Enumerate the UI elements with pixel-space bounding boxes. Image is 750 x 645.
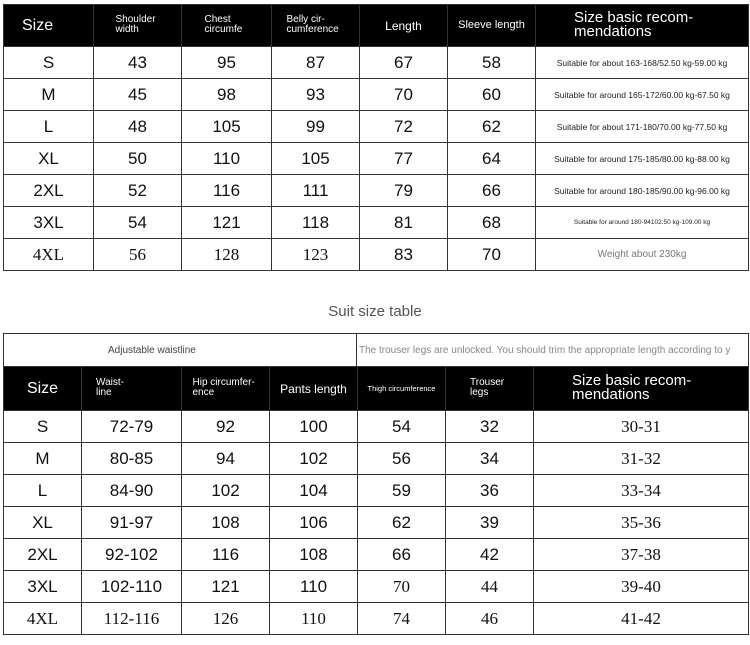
belly-cell: 123 bbox=[272, 239, 360, 271]
pants-cell: 104 bbox=[270, 475, 358, 507]
chest-cell: 95 bbox=[182, 47, 272, 79]
size-cell: 4XL bbox=[4, 239, 94, 271]
thigh-cell: 62 bbox=[358, 507, 446, 539]
pants-cell: 100 bbox=[270, 411, 358, 443]
waist-cell: 92-102 bbox=[82, 539, 182, 571]
recommend-cell: Weight about 230kg bbox=[536, 239, 749, 271]
size-cell: S bbox=[4, 47, 94, 79]
length-cell: 81 bbox=[360, 207, 448, 239]
header-recommend: Size basic recom-mendations bbox=[536, 5, 749, 47]
info-row-table bbox=[3, 333, 749, 367]
bottom-row bbox=[4, 411, 749, 443]
header-hip: Hip circumfer-ence bbox=[182, 367, 270, 411]
chest-cell: 98 bbox=[182, 79, 272, 111]
recommend-cell: 31-32 bbox=[534, 443, 749, 475]
recommend-cell: Suitable for about 163-168/52.50 kg-59.00 kg bbox=[536, 47, 749, 79]
trouser-cell: 44 bbox=[446, 571, 534, 603]
top-row bbox=[4, 47, 749, 79]
size-cell: M bbox=[4, 443, 82, 475]
header-chest: Chest circumfe bbox=[182, 5, 272, 47]
thigh-cell: 56 bbox=[358, 443, 446, 475]
top-row bbox=[4, 175, 749, 207]
size-cell: L bbox=[4, 111, 94, 143]
waist-cell: 72-79 bbox=[82, 411, 182, 443]
chest-cell: 105 bbox=[182, 111, 272, 143]
length-cell: 79 bbox=[360, 175, 448, 207]
thigh-cell: 74 bbox=[358, 603, 446, 635]
belly-cell: 93 bbox=[272, 79, 360, 111]
pants-cell: 110 bbox=[270, 571, 358, 603]
top-header-row bbox=[4, 5, 749, 47]
hip-cell: 102 bbox=[182, 475, 270, 507]
sleeve-cell: 70 bbox=[448, 239, 536, 271]
length-cell: 77 bbox=[360, 143, 448, 175]
bottom-row bbox=[4, 539, 749, 571]
length-cell: 72 bbox=[360, 111, 448, 143]
waist-cell: 84-90 bbox=[82, 475, 182, 507]
recommend-cell: Suitable for around 180-185/90.00 kg-96.00 kg bbox=[536, 175, 749, 207]
recommend-cell: 41-42 bbox=[534, 603, 749, 635]
length-cell: 70 bbox=[360, 79, 448, 111]
sleeve-cell: 58 bbox=[448, 47, 536, 79]
length-cell: 67 bbox=[360, 47, 448, 79]
chest-cell: 110 bbox=[182, 143, 272, 175]
waist-cell: 80-85 bbox=[82, 443, 182, 475]
shoulder-cell: 52 bbox=[94, 175, 182, 207]
recommend-cell: 39-40 bbox=[534, 571, 749, 603]
shoulder-cell: 43 bbox=[94, 47, 182, 79]
belly-cell: 99 bbox=[272, 111, 360, 143]
adjustable-waist-note: Adjustable waistline bbox=[4, 334, 357, 367]
sleeve-cell: 68 bbox=[448, 207, 536, 239]
size-cell: S bbox=[4, 411, 82, 443]
header-size: Size bbox=[4, 367, 82, 411]
waist-cell: 91-97 bbox=[82, 507, 182, 539]
header-length: Length bbox=[360, 5, 448, 47]
size-cell: M bbox=[4, 79, 94, 111]
header-sleeve: Sleeve length bbox=[448, 5, 536, 47]
shoulder-cell: 56 bbox=[94, 239, 182, 271]
header-size: Size bbox=[4, 5, 94, 47]
bottom-header-row bbox=[4, 367, 749, 411]
sleeve-cell: 60 bbox=[448, 79, 536, 111]
shoulder-cell: 48 bbox=[94, 111, 182, 143]
belly-cell: 105 bbox=[272, 143, 360, 175]
length-cell: 83 bbox=[360, 239, 448, 271]
hip-cell: 121 bbox=[182, 571, 270, 603]
chest-cell: 128 bbox=[182, 239, 272, 271]
recommend-cell: Suitable for about 171-180/70.00 kg-77.50 kg bbox=[536, 111, 749, 143]
size-cell: 4XL bbox=[4, 603, 82, 635]
hip-cell: 92 bbox=[182, 411, 270, 443]
belly-cell: 118 bbox=[272, 207, 360, 239]
suit-size-title: Suit size table bbox=[328, 303, 422, 320]
top-row bbox=[4, 111, 749, 143]
pants-cell: 108 bbox=[270, 539, 358, 571]
recommend-cell: 33-34 bbox=[534, 475, 749, 507]
trouser-cell: 32 bbox=[446, 411, 534, 443]
pants-cell: 102 bbox=[270, 443, 358, 475]
thigh-cell: 54 bbox=[358, 411, 446, 443]
size-cell: 2XL bbox=[4, 539, 82, 571]
recommend-cell: Suitable for around 165-172/60.00 kg-67.50 kg bbox=[536, 79, 749, 111]
shoulder-cell: 54 bbox=[94, 207, 182, 239]
header-belly: Belly cir-cumference bbox=[272, 5, 360, 47]
hip-cell: 108 bbox=[182, 507, 270, 539]
header-waist: Waist-line bbox=[82, 367, 182, 411]
shoulder-cell: 45 bbox=[94, 79, 182, 111]
top-row bbox=[4, 207, 749, 239]
trouser-cell: 36 bbox=[446, 475, 534, 507]
bottom-row bbox=[4, 475, 749, 507]
hip-cell: 126 bbox=[182, 603, 270, 635]
recommend-cell: Suitable for around 175-185/80.00 kg-88.00 kg bbox=[536, 143, 749, 175]
header-thigh: Thigh circumference bbox=[358, 367, 446, 411]
header-shoulder: Shoulder width bbox=[94, 5, 182, 47]
header-recommend: Size basic recom-mendations bbox=[534, 367, 749, 411]
sleeve-cell: 66 bbox=[448, 175, 536, 207]
size-cell: 2XL bbox=[4, 175, 94, 207]
chest-cell: 116 bbox=[182, 175, 272, 207]
trouser-cell: 39 bbox=[446, 507, 534, 539]
trouser-cell: 42 bbox=[446, 539, 534, 571]
recommend-cell: Suitable for around 180-94102.50 kg-109.00 kg bbox=[536, 207, 749, 239]
bottom-row bbox=[4, 507, 749, 539]
trouser-cell: 34 bbox=[446, 443, 534, 475]
size-cell: 3XL bbox=[4, 207, 94, 239]
sleeve-cell: 62 bbox=[448, 111, 536, 143]
belly-cell: 87 bbox=[272, 47, 360, 79]
belly-cell: 111 bbox=[272, 175, 360, 207]
recommend-cell: 37-38 bbox=[534, 539, 749, 571]
chest-cell: 121 bbox=[182, 207, 272, 239]
hip-cell: 94 bbox=[182, 443, 270, 475]
top-row bbox=[4, 79, 749, 111]
recommend-cell: 35-36 bbox=[534, 507, 749, 539]
sleeve-cell: 64 bbox=[448, 143, 536, 175]
shoulder-cell: 50 bbox=[94, 143, 182, 175]
waist-cell: 102-110 bbox=[82, 571, 182, 603]
size-cell: XL bbox=[4, 143, 94, 175]
pants-cell: 106 bbox=[270, 507, 358, 539]
header-pants: Pants length bbox=[270, 367, 358, 411]
suit-size-table bbox=[3, 366, 749, 635]
waist-cell: 112-116 bbox=[82, 603, 182, 635]
size-cell: 3XL bbox=[4, 571, 82, 603]
thigh-cell: 70 bbox=[358, 571, 446, 603]
pants-cell: 110 bbox=[270, 603, 358, 635]
thigh-cell: 66 bbox=[358, 539, 446, 571]
thigh-cell: 59 bbox=[358, 475, 446, 507]
top-size-table bbox=[3, 4, 749, 271]
top-row bbox=[4, 239, 749, 271]
bottom-row bbox=[4, 443, 749, 475]
hip-cell: 116 bbox=[182, 539, 270, 571]
size-cell: XL bbox=[4, 507, 82, 539]
info-row bbox=[4, 334, 749, 367]
bottom-row bbox=[4, 571, 749, 603]
recommend-cell: 30-31 bbox=[534, 411, 749, 443]
trouser-legs-note: The trouser legs are unlocked. You should trim the appropriate length according to y bbox=[357, 334, 749, 367]
trouser-cell: 46 bbox=[446, 603, 534, 635]
top-row bbox=[4, 143, 749, 175]
header-trouser: Trouser legs bbox=[446, 367, 534, 411]
bottom-row bbox=[4, 603, 749, 635]
size-cell: L bbox=[4, 475, 82, 507]
